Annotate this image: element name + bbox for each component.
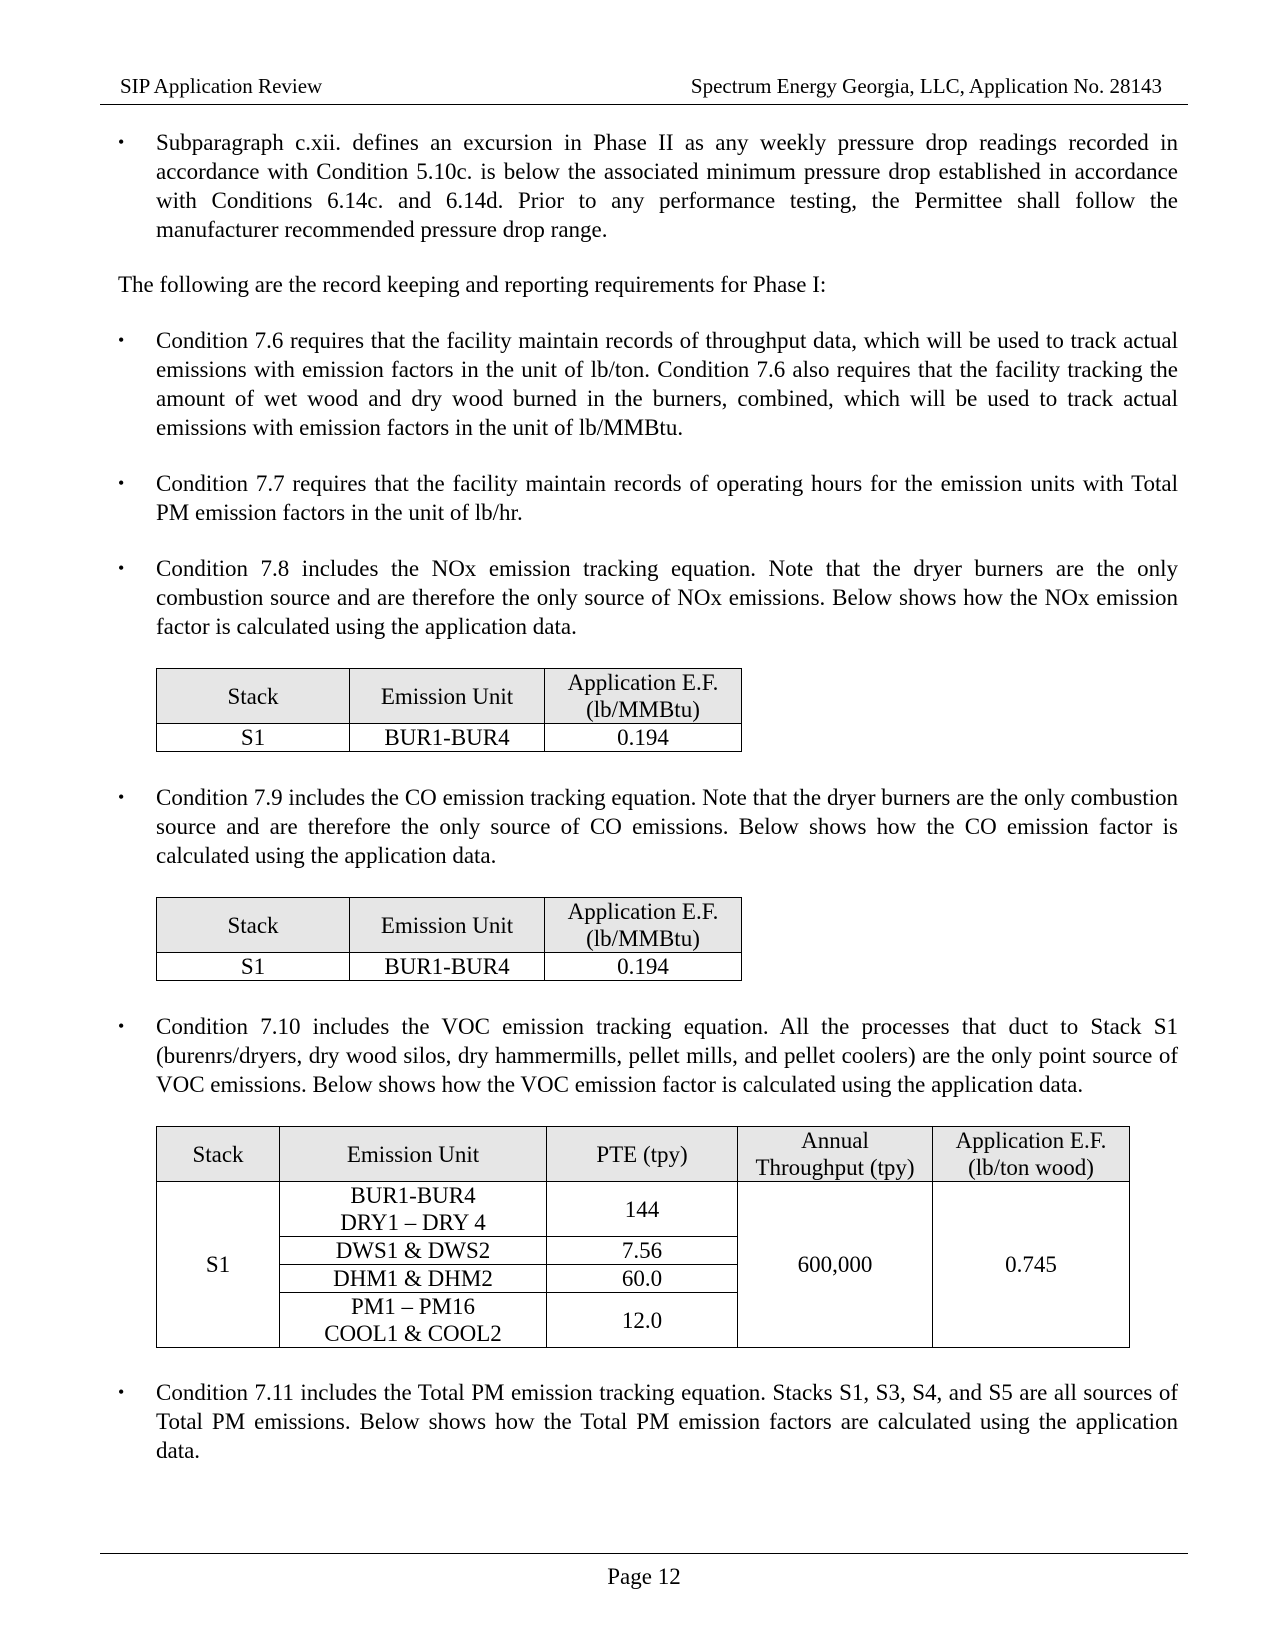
- table-header-cell: Stack: [157, 669, 350, 724]
- paragraph-text: Condition 7.10 includes the VOC emission tracking equation. All the processes that duct to Stack S1 (burenrs/dryers, dry wood silos, dry hammermills, pellet mills, and pellet coolers) are the only point source of VOC emissions. Below shows how the VOC emission factor is calculated using the application data.: [156, 1014, 1178, 1097]
- header-line: Throughput (tpy): [755, 1155, 915, 1180]
- bullet-paragraph: [118, 1012, 1178, 1099]
- header-right-title: Spectrum Energy Georgia, LLC, Application No. 28143: [690, 74, 1162, 98]
- cell-line: PM1 – PM16: [351, 1294, 475, 1319]
- page-header: [100, 70, 1188, 105]
- bullet-icon: •: [118, 787, 125, 807]
- table-cell: 0.194: [545, 953, 742, 981]
- table-header-cell: Stack: [157, 1127, 280, 1182]
- paragraph-text: Condition 7.8 includes the NOx emission tracking equation. Note that the dryer burners are the only combustion source and are therefore the only source of NOx emissions. Below shows how the NOx emission factor is calculated using the application data.: [156, 556, 1178, 639]
- table-header-cell: [545, 669, 742, 724]
- paragraph-text: Condition 7.11 includes the Total PM emission tracking equation. Stacks S1, S3, S4, and S5 are all sources of Total PM emissions. Below shows how the Total PM emission factors are calculated using the application data.: [156, 1380, 1178, 1463]
- header-line: Application E.F.: [567, 899, 719, 924]
- header-line: Annual: [801, 1128, 869, 1153]
- paragraph-text: Condition 7.9 includes the CO emission tracking equation. Note that the dryer burners are the only combustion source and are therefore the only source of CO emissions. Below shows how the CO emission factor is calculated using the application data.: [156, 785, 1178, 868]
- table-header-cell: Emission Unit: [350, 669, 545, 724]
- header-line: (lb/ton wood): [968, 1155, 1094, 1180]
- bullet-paragraph: [118, 783, 1178, 870]
- table-header-cell: [738, 1127, 933, 1182]
- intro-paragraph: The following are the record keeping and reporting requirements for Phase I:: [118, 272, 827, 297]
- header-line: Application E.F.: [955, 1128, 1107, 1153]
- bullet-icon: •: [118, 330, 125, 350]
- bullet-paragraph: [118, 326, 1178, 442]
- table-cell: DWS1 & DWS2: [280, 1237, 547, 1265]
- table-cell-stack: S1: [157, 1182, 280, 1348]
- paragraph-text: Condition 7.6 requires that the facility maintain records of throughput data, which will be used to track actual emissions with emission factors in the unit of lb/ton. Condition 7.6 also requires that the facility tracking the amount of wet wood and dry wood burned in the burners, combined, which will be used to track actual emissions with emission factors in the unit of lb/MMBtu.: [156, 328, 1178, 440]
- table-cell: S1: [157, 953, 350, 981]
- paragraph-text: Subparagraph c.xii. defines an excursion in Phase II as any weekly pressure drop readings recorded in accordance with Condition 5.10c. is below the associated minimum pressure drop established in accordance with Conditions 6.14c. and 6.14d. Prior to any performance testing, the Permittee shall follow the manufacturer recommended pressure drop range.: [156, 130, 1178, 242]
- header-line: (lb/MMBtu): [586, 926, 700, 951]
- bullet-paragraph: [118, 469, 1178, 527]
- table-cell: 60.0: [547, 1265, 738, 1293]
- table-header-cell: Stack: [157, 898, 350, 953]
- bullet-icon: •: [118, 132, 125, 152]
- table-cell-throughput: 600,000: [738, 1182, 933, 1348]
- table-row: [157, 1182, 1130, 1237]
- cell-line: BUR1-BUR4: [350, 1183, 476, 1208]
- table-cell: 12.0: [547, 1293, 738, 1348]
- bullet-paragraph: [118, 128, 1178, 244]
- table-row: [157, 724, 742, 752]
- bullet-paragraph: [118, 554, 1178, 641]
- table-header-cell: Emission Unit: [280, 1127, 547, 1182]
- bullet-icon: •: [118, 558, 125, 578]
- page-content: [118, 128, 1178, 1465]
- bullet-paragraph: [118, 1378, 1178, 1465]
- header-line: (lb/MMBtu): [586, 697, 700, 722]
- table-cell: 144: [547, 1182, 738, 1237]
- page-number: Page 12: [607, 1564, 681, 1589]
- table-cell: BUR1-BUR4: [350, 953, 545, 981]
- bullet-icon: •: [118, 1382, 125, 1402]
- table-cell: [280, 1182, 547, 1237]
- table-cell: DHM1 & DHM2: [280, 1265, 547, 1293]
- table-header-cell: Emission Unit: [350, 898, 545, 953]
- bullet-icon: •: [118, 1016, 125, 1036]
- page-footer: [100, 1553, 1188, 1590]
- table-row: [157, 953, 742, 981]
- table-cell: [280, 1293, 547, 1348]
- table-cell: 7.56: [547, 1237, 738, 1265]
- header-left-title: SIP Application Review: [120, 74, 323, 98]
- table-cell: 0.194: [545, 724, 742, 752]
- table-cell: S1: [157, 724, 350, 752]
- table-header-cell: PTE (tpy): [547, 1127, 738, 1182]
- bullet-icon: •: [118, 473, 125, 493]
- co-emission-factor-table: [156, 897, 742, 981]
- cell-line: DRY1 – DRY 4: [340, 1210, 486, 1235]
- table-header-cell: [933, 1127, 1130, 1182]
- nox-emission-factor-table: [156, 668, 742, 752]
- table-cell-ef: 0.745: [933, 1182, 1130, 1348]
- table-header-cell: [545, 898, 742, 953]
- table-cell: BUR1-BUR4: [350, 724, 545, 752]
- cell-line: COOL1 & COOL2: [324, 1321, 502, 1346]
- voc-emission-factor-table: [156, 1126, 1130, 1348]
- paragraph-text: Condition 7.7 requires that the facility maintain records of operating hours for the emission units with Total PM emission factors in the unit of lb/hr.: [156, 471, 1178, 525]
- header-line: Application E.F.: [567, 670, 719, 695]
